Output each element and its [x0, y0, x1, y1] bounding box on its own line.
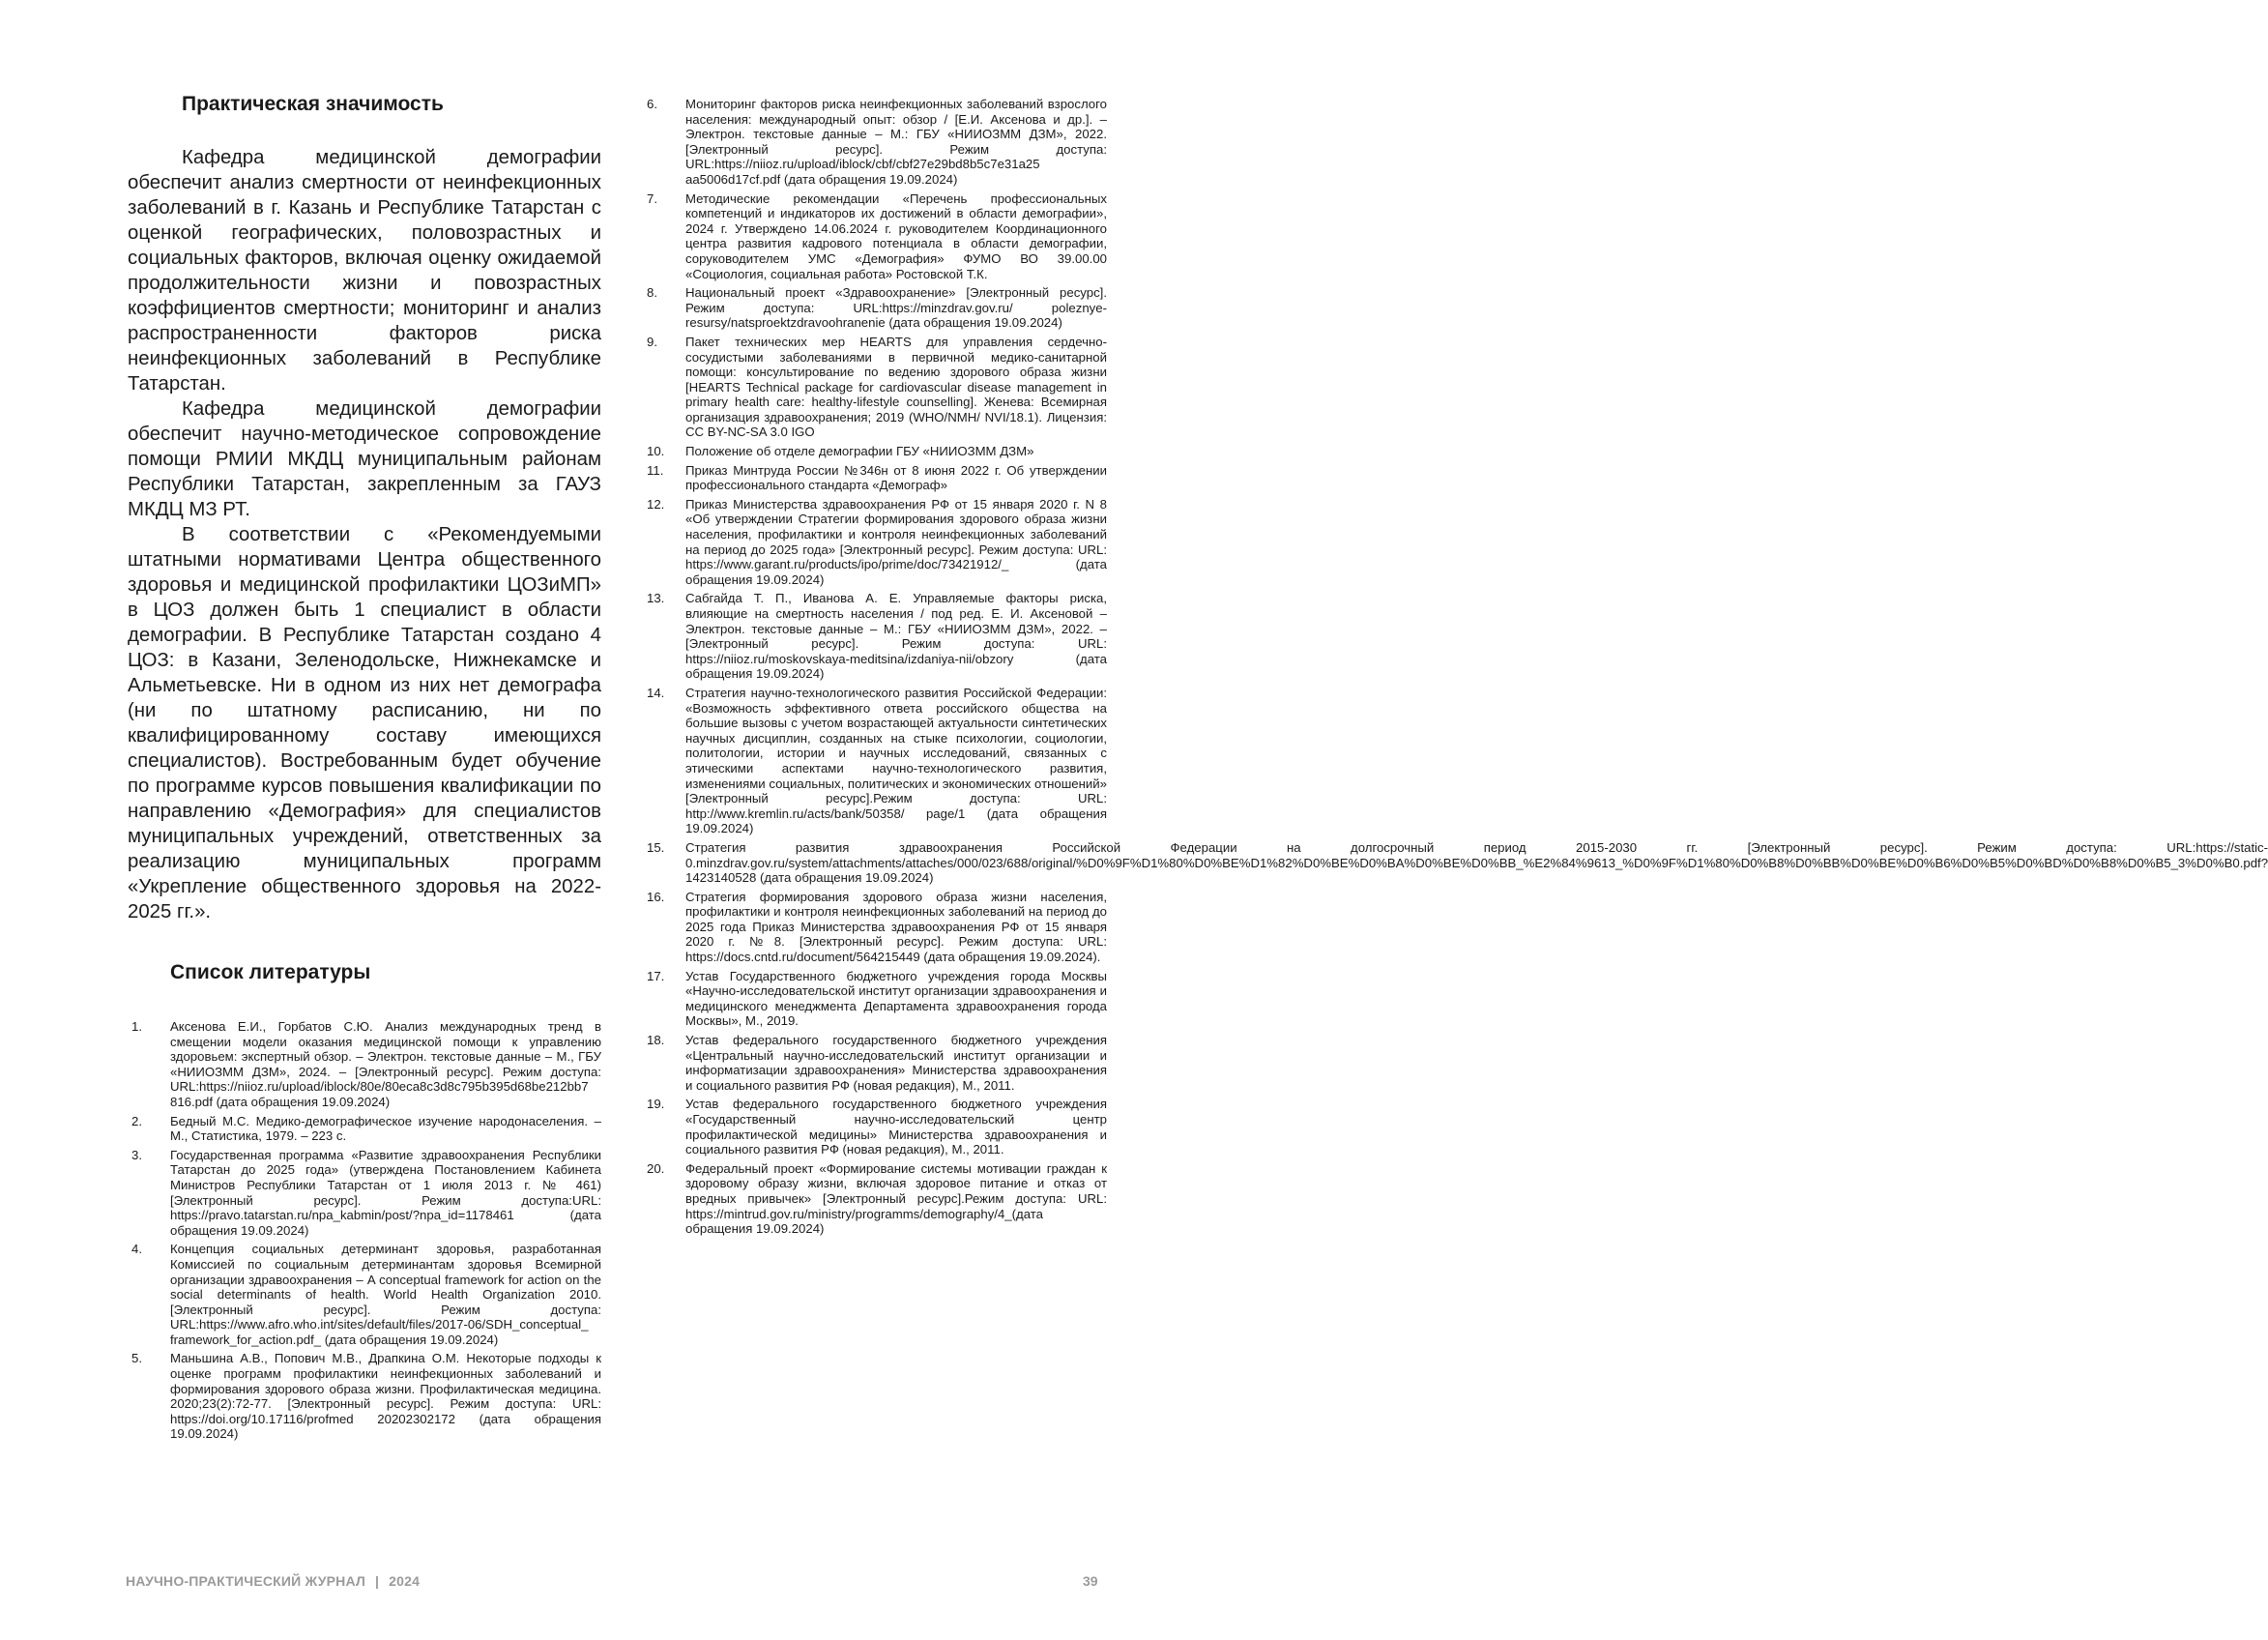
- page-number: 39: [1083, 1573, 1098, 1589]
- reference-item: [643, 285, 1107, 331]
- reference-text: Приказ Минтруда России №346н от 8 июня 2022 г. Об утверждении профессионального стандарта «Демограф»: [685, 462, 1107, 493]
- reference-item: [643, 497, 1107, 588]
- reference-item: [128, 1242, 601, 1347]
- reference-item: [643, 591, 1107, 682]
- reference-number: 2.: [131, 1113, 142, 1128]
- reference-item: [643, 1097, 1107, 1157]
- reference-text: Стратегия развития здравоохранения Российской Федерации на долгосрочный период 2015-2030 гг. [Электронный ресурс]. Режим доступа: URL:https://static-0.minzdrav.gov.ru/system/attachments/attaches/000/023/688/original/%D0%9F%D1%80%D0%BE%D1%82%D0%BE%D0%BA%D0%BE%D0%BB_%E2%84%9613_%D0%9F%D1%80%D0%B8%D0%BB%D0%BE%D0%B6%D0%B5%D0%BD%D0%B8%D0%B5_3%D0%B0.pdf?1423140528 (дата обращения 19.09.2024): [685, 839, 2268, 886]
- right-column: [643, 97, 2268, 1241]
- reference-number: 5.: [131, 1351, 142, 1366]
- footer-year: 2024: [389, 1573, 421, 1589]
- reference-list-left: [128, 1019, 601, 1442]
- reference-number: 13.: [647, 591, 665, 606]
- reference-text: Аксенова Е.И., Горбатов С.Ю. Анализ международных тренд в смещении модели оказания медицинской помощи к управлению здоровьем: экспертный обзор. – Электрон. текстовые данные – М., ГБУ «НИИОЗММ ДЗМ», 2024. – [Электронный ресурс]. Режим доступа: URL:https://niioz.ru/upload/iblock/80e/80eca8c3d8c795b395d68be212bb7 816.pdf (дата обращения 19.09.2024): [170, 1019, 601, 1109]
- reference-item: [643, 335, 1107, 440]
- reference-text: Концепция социальных детерминант здоровья, разработанная Комиссией по социальным детерминантам здоровья Всемирной организации здравоохранения – A conceptual framework for action on the social determinants of health. World Health Organization 2010. [Электронный ресурс]. Режим доступа: URL:https://www.afro.who.int/sites/default/files/2017-06/SDH_conceptual_ framework_for_action.pdf_ (дата обращения 19.09.2024): [170, 1242, 601, 1347]
- reference-text: Методические рекомендации «Перечень профессиональных компетенций и индикаторов их достижений в области демографии», 2024 г. Утверждено 14.06.2024 г. руководителем Координационного центра развития кадрового потенциала в области демографии, соруководителем УМС «Демография» ФУМО ВО 39.00.00 «Социология, социальная работа» Ростовской Т.К.: [685, 190, 1107, 281]
- reference-item: [643, 97, 1107, 188]
- reference-text: Сабгайда Т. П., Иванова А. Е. Управляемые факторы риска, влияющие на смертность населения / под ред. Е. И. Аксеновой – Электрон. текстовые данные – М.: ГБУ «НИИОЗММ ДЗМ», 2022. – [Электронный ресурс]. Режим доступа: URL: https://niioz.ru/moskovskaya-meditsina/izdaniya-nii/obzory (дата обращения 19.09.2024): [685, 591, 1107, 682]
- reference-number: 9.: [647, 334, 657, 349]
- reference-item: [128, 1351, 601, 1442]
- section-heading-practical: Практическая значимость: [182, 93, 444, 115]
- reference-text: Стратегия научно-технологического развития Российской Федерации: «Возможность эффективного ответа российского общества на большие вызовы с учетом возрастающей актуальности синтетических научных дисциплин, созданных на стыке психологии, социологии, политологии, истории и научных исследований, связанных с этическими аспектами научно-технологического развития, изменениями социальных, политических и экономических отношений» [Электронный ресурс].Режим доступа: URL: http://www.kremlin.ru/acts/bank/50358/ page/1 (дата обращения 19.09.2024): [685, 685, 1107, 836]
- reference-item: [643, 1033, 1107, 1093]
- body-paragraph: Кафедра медицинской демографии обеспечит анализ смертности от неинфекционных заболеваний в г. Казань и Республике Татарстан с оценкой географических, половозрастных и социальных факторов, включая оценку ожидаемой продолжительности жизни и повозрастных коэффициентов смертности; мониторинг и анализ распространенности факторов риска неинфекционных заболеваний в Республике Татарстан.: [128, 147, 601, 395]
- reference-text: Федеральный проект «Формирование системы мотивации граждан к здоровому образу жизни, включая здоровое питание и отказ от вредных привычек» [Электронный ресурс].Режим доступа: URL: https://mintrud.gov.ru/ministry/programms/demography/4_(дата обращения 19.09.2024): [685, 1160, 1107, 1237]
- reference-item: [643, 969, 1107, 1029]
- reference-number: 17.: [647, 968, 665, 983]
- reference-text: Маньшина А.В., Попович М.В., Драпкина О.М. Некоторые подходы к оценке программ профилактики неинфекционных заболеваний и формирования здорового образа жизни. Профилактическая медицина. 2020;23(2):72-77. [Электронный ресурс]. Режим доступа: URL: https://doi.org/10.17116/profmed 20202302172 (дата обращения 19.09.2024): [170, 1351, 601, 1442]
- reference-number: 4.: [131, 1242, 142, 1257]
- reference-item: [643, 1161, 1107, 1237]
- footer-journal-name: НАУЧНО-ПРАКТИЧЕСКИЙ ЖУРНАЛ: [126, 1573, 365, 1589]
- reference-number: 16.: [647, 889, 665, 904]
- reference-number: 19.: [647, 1097, 665, 1112]
- references-heading: Список литературы: [170, 961, 371, 983]
- reference-number: 8.: [647, 285, 657, 301]
- reference-item: [128, 1148, 601, 1239]
- reference-item: [643, 191, 1107, 282]
- reference-number: 7.: [647, 190, 657, 206]
- reference-item: [128, 1019, 601, 1110]
- reference-list-right: [643, 97, 2268, 1237]
- section-body: [128, 145, 601, 924]
- reference-number: 12.: [647, 496, 665, 512]
- footer-journal: [126, 1573, 420, 1589]
- reference-number: 6.: [647, 97, 657, 111]
- reference-text: Государственная программа «Развитие здравоохранения Республики Татарстан до 2025 года» (утверждена Постановлением Кабинета Министров Республики Татарстан от 1 июля 2013 г. № 461) [Электронный ресурс]. Режим доступа:URL: https://pravo.tatarstan.ru/npa_kabmin/post/?npa_id=1178461 (дата обращения 19.09.2024): [170, 1147, 601, 1238]
- reference-text: Устав федерального государственного бюджетного учреждения «Государственный научно-исследовательский центр профилактической медицины» Министерства здравоохранения и социального развития РФ (новая редакция), М., 2011.: [685, 1097, 1107, 1157]
- reference-text: Мониторинг факторов риска неинфекционных заболеваний взрослого населения: международный опыт: обзор / [Е.И. Аксенова и др.]. – Электрон. текстовые данные – М.: ГБУ «НИИОЗММ ДЗМ», 2022. [Электронный ресурс]. Режим доступа: URL:https://niioz.ru/upload/iblock/cbf/cbf27e29bd8b5c7e31a25 aa5006d17cf.pdf (дата обращения 19.09.2024): [685, 97, 1107, 187]
- reference-number: 1.: [131, 1019, 142, 1034]
- body-paragraph: В соответствии с «Рекомендуемыми штатными нормативами Центра общественного здоровья и медицинской профилактики ЦОЗиМП» в ЦОЗ должен быть 1 специалист в области демографии. В Республике Татарстан создано 4 ЦОЗ: в Казани, Зеленодольске, Нижнекамске и Альметьевске. Ни в одном из них нет демографа (ни по штатному расписанию, ни по квалифицированному составу имеющихся специалистов). Востребованным будет обучение по программе курсов повышения квалификации по направлению «Демография» для специалистов муниципальных учреждений, ответственных за реализацию муниципальных программ «Укрепление общественного здоровья на 2022-2025 гг.».: [128, 524, 601, 922]
- reference-text: Положение об отделе демографии ГБУ «НИИОЗММ ДЗМ»: [685, 444, 1034, 459]
- reference-number: 14.: [647, 685, 665, 700]
- reference-number: 15.: [647, 839, 665, 855]
- reference-text: Устав Государственного бюджетного учреждения города Москвы «Научно-исследовательской институт организации здравоохранения и медицинского менеджмента Департамента здравоохранения города Москвы», М., 2019.: [685, 968, 1107, 1029]
- reference-item: [643, 890, 1107, 965]
- reference-number: 11.: [647, 462, 664, 478]
- reference-item: [643, 839, 2268, 886]
- reference-text: Национальный проект «Здравоохранение» [Электронный ресурс]. Режим доступа: URL:https://minzdrav.gov.ru/ poleznye-resursy/natsproektzdravoohranenie (дата обращения 19.09.2024): [685, 285, 1107, 331]
- reference-number: 10.: [647, 444, 665, 459]
- reference-item: [643, 444, 1107, 459]
- left-column: [128, 93, 601, 1446]
- reference-item: [643, 463, 1107, 493]
- footer-separator: |: [375, 1573, 380, 1589]
- reference-text: Устав федерального государственного бюджетного учреждения «Центральный научно-исследовательский институт организации и информатизации здравоохранения» Министерства здравоохранения и социального развития РФ (новая редакция), М., 2011.: [685, 1033, 1107, 1093]
- reference-text: Бедный М.С. Медико-демографическое изучение народонаселения. – М., Статистика, 1979. – 223 с.: [170, 1113, 601, 1144]
- reference-item: [643, 686, 1107, 836]
- reference-number: 20.: [647, 1160, 665, 1176]
- reference-text: Стратегия формирования здорового образа жизни населения, профилактики и контроля неинфекционных заболеваний на период до 2025 года Приказ Министерства здравоохранения РФ от 15 января 2020 г. №8. [Электронный ресурс]. Режим доступа: URL: https://docs.cntd.ru/document/564215449 (дата обращения 19.09.2024).: [685, 889, 1107, 965]
- reference-text: Пакет технических мер HEARTS для управления сердечно-сосудистыми заболеваниями в первичной медико-санитарной помощи: консультирование по ведению здорового образа жизни [HEARTS Technical package for cardiovascular disease management in primary health care: healthy-lifestyle counselling]. Женева: Всемирная организация здравоохранения; 2019 (WHO/NMH/ NVI/18.1). Лицензия: CC BY-NC-SA 3.0 IGO: [685, 334, 1107, 440]
- body-paragraph: Кафедра медицинской демографии обеспечит научно-методическое сопровождение помощи РМИИ МКДЦ муниципальным районам Республики Татарстан, закрепленным за ГАУЗ МКДЦ МЗ РТ.: [128, 398, 601, 520]
- reference-number: 18.: [647, 1033, 665, 1048]
- reference-number: 3.: [131, 1147, 142, 1162]
- reference-text: Приказ Министерства здравоохранения РФ от 15 января 2020 г. N 8 «Об утверждении Стратегии формирования здорового образа жизни населения, профилактики и контроля неинфекционных заболеваний на период до 2025 года» [Электронный ресурс]. Режим доступа: URL: https://www.garant.ru/products/ipo/prime/doc/73421912/_ (дата обращения 19.09.2024): [685, 496, 1107, 587]
- reference-item: [128, 1114, 601, 1144]
